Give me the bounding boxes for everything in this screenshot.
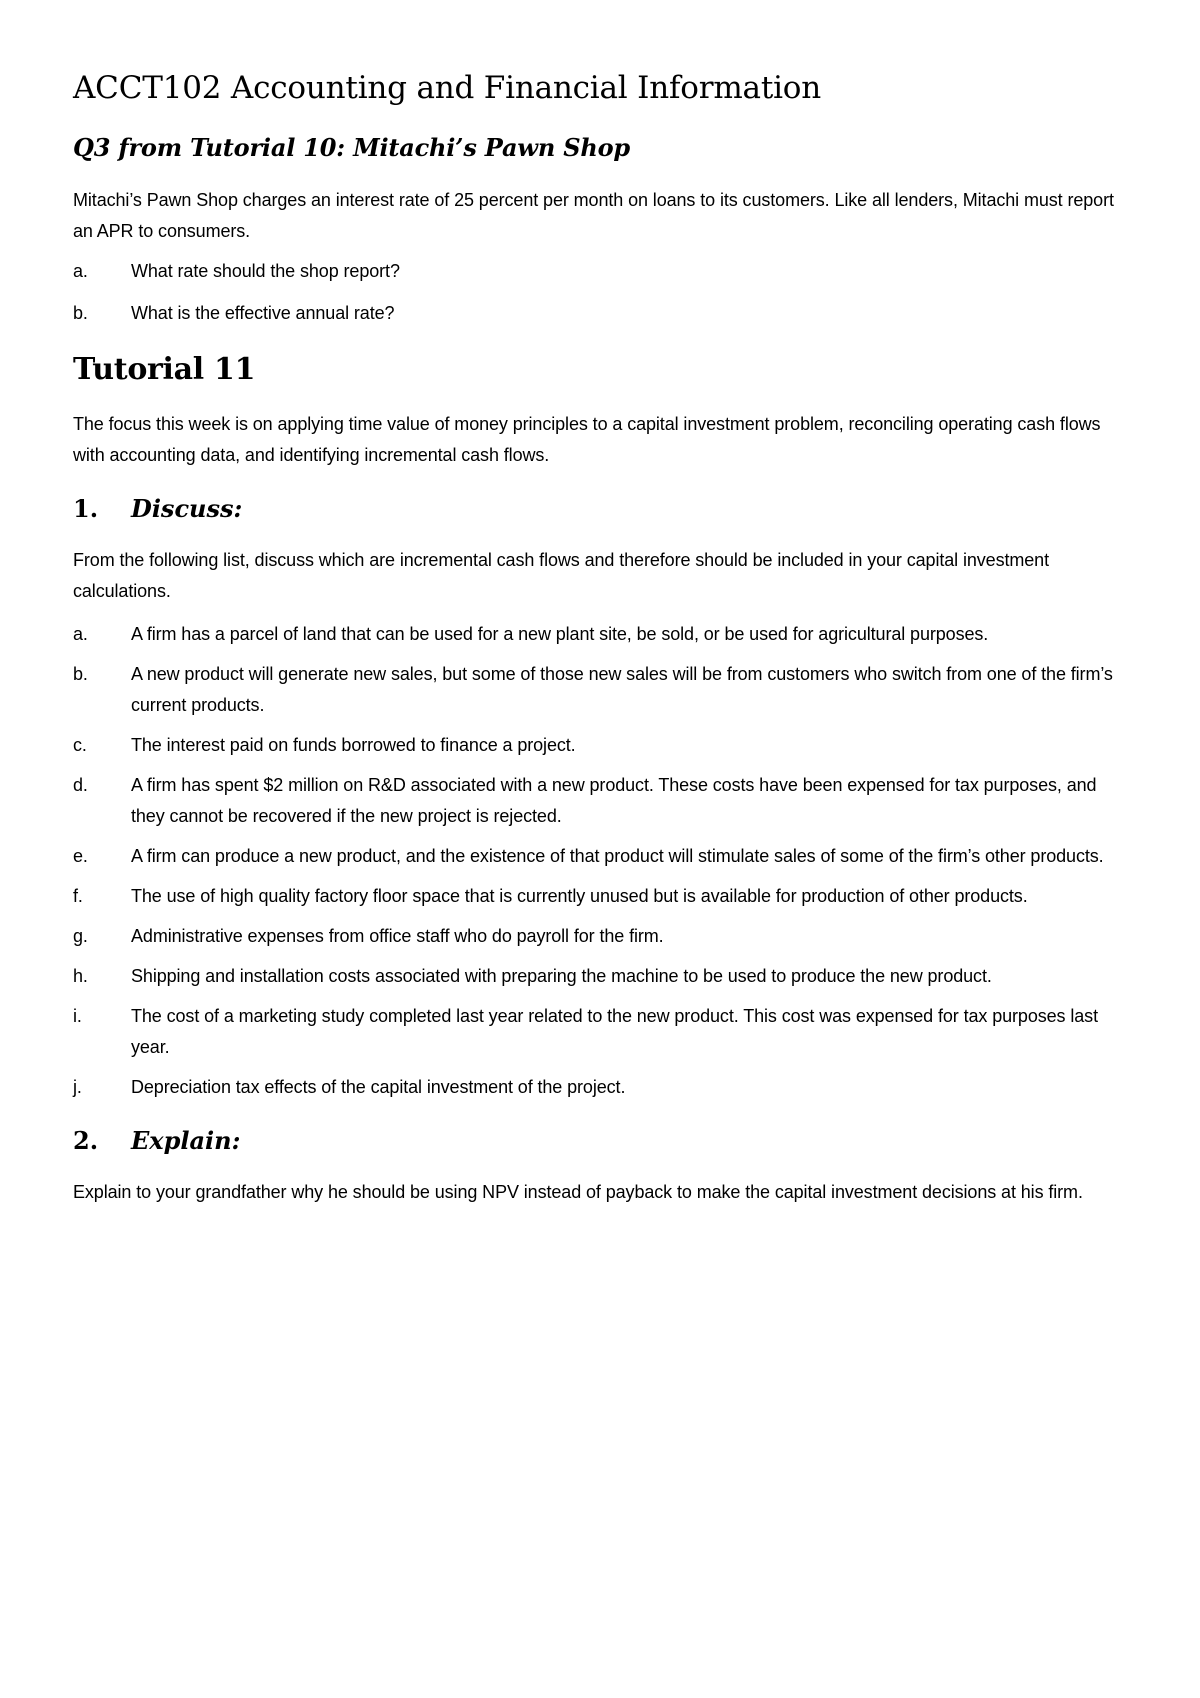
list-marker: f. [73,885,83,906]
list-item [73,961,1133,992]
list-item [73,921,1133,952]
list-item [73,619,1133,650]
discuss-heading [73,495,1133,524]
discuss-list [73,619,1133,1103]
list-item-text: The use of high quality factory floor space that is currently unused but is available for production of other products. [131,885,1028,906]
discuss-number: 1. [73,493,99,523]
list-marker: a. [73,623,88,644]
q3-question-list [73,256,1133,329]
list-item-text: Administrative expenses from office staff who do payroll for the firm. [131,925,664,946]
list-item [73,298,1133,329]
list-marker: b. [73,302,88,323]
explain-number: 2. [73,1125,99,1155]
list-item-text: What rate should the shop report? [131,260,400,281]
document-page [73,70,1133,1208]
explain-text: Explain to your grandfather why he should be using NPV instead of payback to make the capital investment decisions at his firm. [73,1181,1083,1202]
list-item-text: A firm has spent $2 million on R&D associated with a new product. These costs have been expensed for tax purposes, and they cannot be recovered if the new project is rejected. [131,774,1097,826]
list-item-text: What is the effective annual rate? [131,302,395,323]
list-marker: e. [73,845,88,866]
list-marker: a. [73,260,88,281]
list-item-text: Shipping and installation costs associated with preparing the machine to be used to produce the new product. [131,965,992,986]
list-marker: g. [73,925,88,946]
list-item [73,1001,1133,1063]
list-marker: j. [73,1076,82,1097]
list-item-text: A firm can produce a new product, and the existence of that product will stimulate sales of some of the firm’s other products. [131,845,1104,866]
list-item-text: A firm has a parcel of land that can be used for a new plant site, be sold, or be used for agricultural purposes. [131,623,989,644]
list-marker: h. [73,965,88,986]
list-item [73,841,1133,872]
document-title: ACCT102 Accounting and Financial Information [73,70,822,106]
list-item [73,1072,1133,1103]
explain-title: Explain: [131,1125,241,1155]
q3-paragraph: Mitachi’s Pawn Shop charges an interest rate of 25 percent per month on loans to its customers. Like all lenders, Mitachi must report an APR to consumers. [73,189,1114,241]
list-item-text: The interest paid on funds borrowed to finance a project. [131,734,576,755]
list-item [73,730,1133,761]
list-item [73,659,1133,721]
list-marker: c. [73,734,87,755]
list-item [73,770,1133,832]
list-item [73,256,1133,287]
tutorial-intro: The focus this week is on applying time value of money principles to a capital investment problem, reconciling operating cash flows with accounting data, and identifying incremental cash flows. [73,413,1101,465]
list-marker: b. [73,663,88,684]
list-item-text: The cost of a marketing study completed last year related to the new product. This cost was expensed for tax purposes last year. [131,1005,1098,1057]
list-item-text: A new product will generate new sales, but some of those new sales will be from customers who switch from one of the firm’s current products. [131,663,1113,715]
list-marker: d. [73,774,88,795]
discuss-intro: From the following list, discuss which are incremental cash flows and therefore should be included in your capital investment calculations. [73,549,1049,601]
discuss-title: Discuss: [131,493,243,523]
list-item [73,881,1133,912]
tutorial-heading: Tutorial 11 [73,351,256,387]
list-marker: i. [73,1005,82,1026]
list-item-text: Depreciation tax effects of the capital investment of the project. [131,1076,626,1097]
explain-heading [73,1127,1133,1156]
q3-title: Q3 from Tutorial 10: Mitachi’s Pawn Shop [73,133,630,163]
